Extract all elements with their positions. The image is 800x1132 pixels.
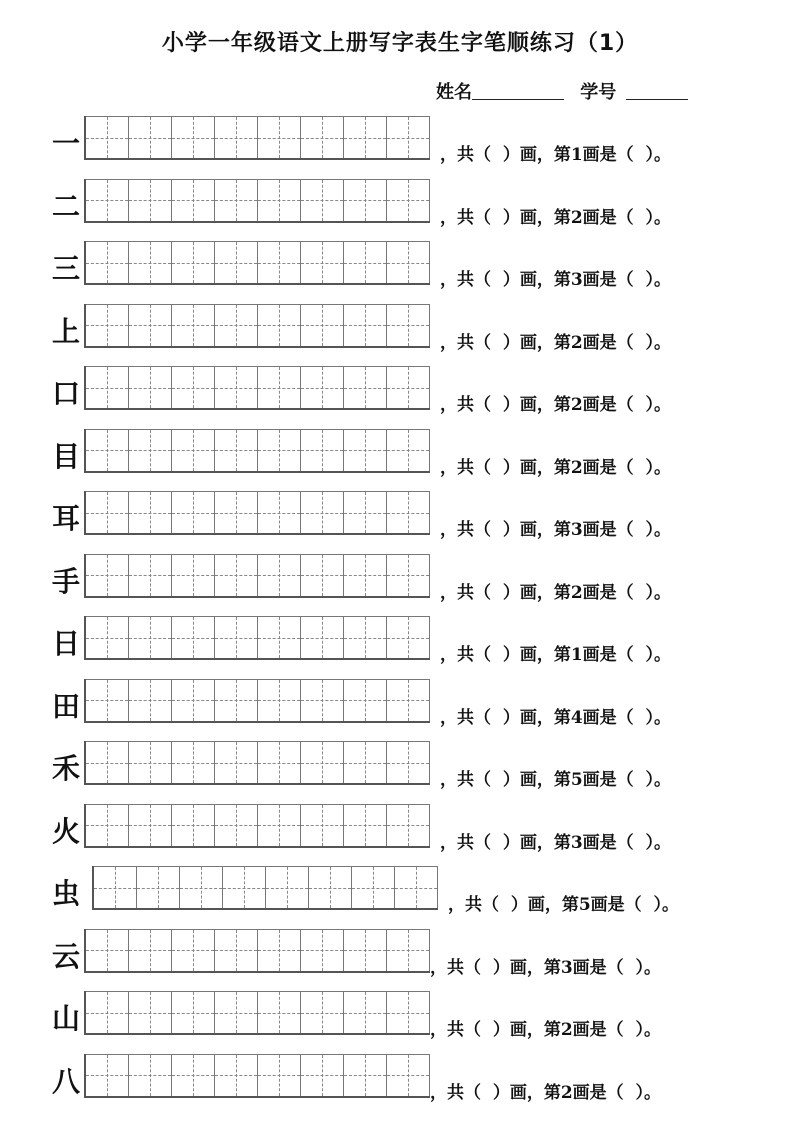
writing-cell[interactable] (129, 554, 172, 596)
writing-cell[interactable] (129, 991, 172, 1033)
writing-grid (84, 116, 430, 160)
writing-cell[interactable] (344, 804, 387, 846)
writing-cell[interactable] (86, 366, 129, 408)
writing-grid (84, 241, 430, 285)
writing-cell[interactable] (387, 366, 430, 408)
writing-cell[interactable] (301, 991, 344, 1033)
stroke-question: ，共（ ）画，第2画是（ ）。 (430, 1082, 662, 1103)
writing-cell[interactable] (86, 116, 129, 158)
writing-grid (84, 304, 430, 348)
stroke-question: ，共（ ）画，第5画是（ ）。 (448, 895, 680, 915)
practice-row (0, 554, 800, 606)
writing-cell[interactable] (86, 429, 129, 471)
writing-cell[interactable] (215, 679, 258, 721)
writing-cell[interactable] (215, 554, 258, 596)
writing-cell[interactable] (344, 679, 387, 721)
writing-cell[interactable] (387, 491, 430, 533)
practice-row (0, 429, 800, 481)
writing-cell[interactable] (344, 366, 387, 408)
practice-row (0, 804, 800, 856)
writing-grid (84, 179, 430, 223)
writing-cell[interactable] (129, 366, 172, 408)
writing-cell[interactable] (172, 991, 215, 1033)
practice-row (0, 929, 800, 981)
writing-cell[interactable] (301, 429, 344, 471)
writing-cell[interactable] (172, 804, 215, 846)
stroke-question: ，共（ ）画，第1画是（ ）。 (440, 645, 672, 665)
writing-cell[interactable] (387, 304, 430, 346)
writing-cell[interactable] (129, 179, 172, 221)
writing-cell[interactable] (86, 491, 129, 533)
practice-character: 三 (52, 252, 81, 285)
writing-cell[interactable] (129, 929, 172, 971)
writing-cell[interactable] (86, 179, 129, 221)
practice-character: 二 (52, 189, 81, 223)
writing-cell[interactable] (129, 1054, 172, 1096)
writing-grid (84, 554, 430, 598)
writing-cell[interactable] (301, 241, 344, 283)
writing-cell[interactable] (129, 241, 172, 283)
writing-cell[interactable] (301, 616, 344, 658)
writing-cell[interactable] (172, 679, 215, 721)
practice-row (0, 241, 800, 293)
writing-cell[interactable] (387, 241, 430, 283)
writing-cell[interactable] (86, 804, 129, 846)
writing-cell[interactable] (387, 179, 430, 221)
writing-cell[interactable] (86, 616, 129, 658)
writing-cell[interactable] (266, 866, 309, 908)
writing-cell[interactable] (301, 1054, 344, 1096)
writing-cell[interactable] (301, 679, 344, 721)
writing-cell[interactable] (301, 366, 344, 408)
writing-cell[interactable] (258, 491, 301, 533)
writing-cell[interactable] (215, 741, 258, 783)
writing-cell[interactable] (258, 116, 301, 158)
practice-character: 目 (52, 439, 81, 473)
writing-grid (84, 366, 430, 410)
writing-cell[interactable] (215, 491, 258, 533)
stroke-question: ，共（ ）画，第2画是（ ）。 (430, 1020, 662, 1040)
practice-row (0, 366, 800, 418)
writing-cell[interactable] (129, 304, 172, 346)
writing-cell[interactable] (387, 679, 430, 721)
writing-cell[interactable] (86, 679, 129, 721)
writing-grid (92, 866, 438, 910)
writing-cell[interactable] (172, 116, 215, 158)
writing-cell[interactable] (258, 304, 301, 346)
writing-cell[interactable] (137, 866, 180, 908)
writing-cell[interactable] (129, 116, 172, 158)
writing-cell[interactable] (301, 929, 344, 971)
practice-character: 山 (52, 1002, 81, 1035)
writing-cell[interactable] (387, 429, 430, 471)
practice-character: 手 (52, 564, 81, 598)
writing-cell[interactable] (129, 679, 172, 721)
writing-grid (84, 1054, 430, 1098)
writing-grid (84, 804, 430, 848)
page-title: 小学一年级语文上册写字表生字笔顺练习（1） (161, 31, 639, 56)
writing-cell[interactable] (301, 741, 344, 783)
practice-character: 火 (52, 814, 81, 848)
writing-cell[interactable] (344, 179, 387, 221)
name-label: 姓名 (436, 82, 472, 103)
writing-cell[interactable] (258, 554, 301, 596)
writing-cell[interactable] (215, 179, 258, 221)
writing-cell[interactable] (258, 179, 301, 221)
writing-cell[interactable] (344, 241, 387, 283)
stroke-question: ，共（ ）画，第3画是（ ）。 (440, 270, 672, 290)
writing-cell[interactable] (172, 366, 215, 408)
practice-character: 耳 (52, 502, 81, 535)
writing-cell[interactable] (344, 304, 387, 346)
writing-cell[interactable] (258, 741, 301, 783)
writing-cell[interactable] (344, 616, 387, 658)
writing-cell[interactable] (344, 929, 387, 971)
writing-cell[interactable] (129, 741, 172, 783)
practice-row (0, 866, 800, 918)
writing-cell[interactable] (344, 491, 387, 533)
stroke-question: ，共（ ）画，第2画是（ ）。 (440, 395, 672, 415)
writing-cell[interactable] (258, 991, 301, 1033)
writing-cell[interactable] (86, 991, 129, 1033)
writing-cell[interactable] (172, 491, 215, 533)
writing-cell[interactable] (309, 866, 352, 908)
writing-cell[interactable] (86, 929, 129, 971)
practice-character: 田 (52, 689, 81, 723)
writing-cell[interactable] (172, 741, 215, 783)
writing-cell[interactable] (215, 116, 258, 158)
writing-cell[interactable] (258, 804, 301, 846)
writing-cell[interactable] (387, 991, 430, 1033)
practice-character: 八 (52, 1064, 81, 1098)
writing-cell[interactable] (258, 429, 301, 471)
writing-cell[interactable] (344, 429, 387, 471)
practice-row (0, 991, 800, 1043)
writing-cell[interactable] (352, 866, 395, 908)
stroke-question: ，共（ ）画，第2画是（ ）。 (440, 207, 672, 228)
writing-cell[interactable] (86, 241, 129, 283)
practice-row (0, 304, 800, 356)
practice-character: 虫 (52, 877, 81, 910)
writing-cell[interactable] (387, 929, 430, 971)
practice-character: 日 (52, 627, 81, 660)
writing-cell[interactable] (301, 491, 344, 533)
writing-cell[interactable] (215, 366, 258, 408)
writing-cell[interactable] (301, 554, 344, 596)
writing-cell[interactable] (387, 1054, 430, 1096)
stroke-question: ，共（ ）画，第5画是（ ）。 (440, 770, 672, 790)
writing-cell[interactable] (129, 804, 172, 846)
stroke-question: ，共（ ）画，第3画是（ ）。 (440, 832, 672, 853)
stroke-question: ，共（ ）画，第2画是（ ）。 (440, 457, 672, 478)
writing-cell[interactable] (172, 304, 215, 346)
writing-grid (84, 991, 430, 1035)
practice-character: 上 (52, 314, 81, 348)
practice-character: 一 (52, 127, 81, 160)
writing-cell[interactable] (215, 241, 258, 283)
stroke-question: ，共（ ）画，第3画是（ ）。 (430, 957, 662, 978)
writing-cell[interactable] (94, 866, 137, 908)
practice-row (0, 491, 800, 543)
writing-cell[interactable] (344, 554, 387, 596)
writing-grid (84, 679, 430, 723)
writing-cell[interactable] (180, 866, 223, 908)
practice-character: 云 (52, 939, 81, 973)
writing-cell[interactable] (86, 554, 129, 596)
writing-grid (84, 616, 430, 660)
writing-cell[interactable] (258, 241, 301, 283)
writing-grid (84, 491, 430, 535)
writing-cell[interactable] (301, 179, 344, 221)
writing-cell[interactable] (301, 804, 344, 846)
writing-cell[interactable] (258, 679, 301, 721)
practice-row (0, 616, 800, 668)
writing-cell[interactable] (215, 429, 258, 471)
writing-cell[interactable] (215, 804, 258, 846)
writing-cell[interactable] (344, 1054, 387, 1096)
writing-cell[interactable] (344, 116, 387, 158)
writing-cell[interactable] (215, 991, 258, 1033)
writing-cell[interactable] (395, 866, 438, 908)
writing-cell[interactable] (387, 116, 430, 158)
writing-cell[interactable] (301, 116, 344, 158)
writing-cell[interactable] (172, 929, 215, 971)
stroke-question: ，共（ ）画，第4画是（ ）。 (440, 707, 672, 728)
stroke-question: ，共（ ）画，第3画是（ ）。 (440, 520, 672, 540)
writing-grid (84, 741, 430, 785)
writing-cell[interactable] (172, 554, 215, 596)
stroke-question: ，共（ ）画，第2画是（ ）。 (440, 332, 672, 353)
writing-cell[interactable] (129, 616, 172, 658)
writing-cell[interactable] (86, 741, 129, 783)
writing-cell[interactable] (258, 929, 301, 971)
writing-cell[interactable] (86, 1054, 129, 1096)
writing-cell[interactable] (387, 741, 430, 783)
writing-cell[interactable] (223, 866, 266, 908)
writing-cell[interactable] (86, 304, 129, 346)
practice-row (0, 179, 800, 231)
writing-grid (84, 929, 430, 973)
writing-cell[interactable] (215, 929, 258, 971)
stroke-question: ，共（ ）画，第1画是（ ）。 (440, 145, 672, 165)
writing-cell[interactable] (258, 616, 301, 658)
writing-cell[interactable] (344, 991, 387, 1033)
writing-cell[interactable] (258, 366, 301, 408)
writing-cell[interactable] (387, 616, 430, 658)
stroke-question: ，共（ ）画，第2画是（ ）。 (440, 582, 672, 603)
writing-cell[interactable] (215, 1054, 258, 1096)
writing-cell[interactable] (129, 429, 172, 471)
writing-cell[interactable] (172, 616, 215, 658)
writing-cell[interactable] (129, 491, 172, 533)
writing-cell[interactable] (258, 1054, 301, 1096)
practice-row (0, 1054, 800, 1106)
writing-cell[interactable] (215, 616, 258, 658)
practice-character: 口 (52, 377, 81, 410)
writing-cell[interactable] (301, 304, 344, 346)
writing-grid (84, 429, 430, 473)
writing-cell[interactable] (387, 554, 430, 596)
writing-cell[interactable] (172, 241, 215, 283)
writing-cell[interactable] (215, 304, 258, 346)
id-label: 学号 (580, 82, 617, 103)
practice-row (0, 679, 800, 731)
writing-cell[interactable] (172, 1054, 215, 1096)
writing-cell[interactable] (172, 179, 215, 221)
practice-character: 禾 (52, 752, 81, 785)
practice-row (0, 116, 800, 168)
practice-row (0, 741, 800, 793)
writing-cell[interactable] (172, 429, 215, 471)
writing-cell[interactable] (344, 741, 387, 783)
writing-cell[interactable] (387, 804, 430, 846)
